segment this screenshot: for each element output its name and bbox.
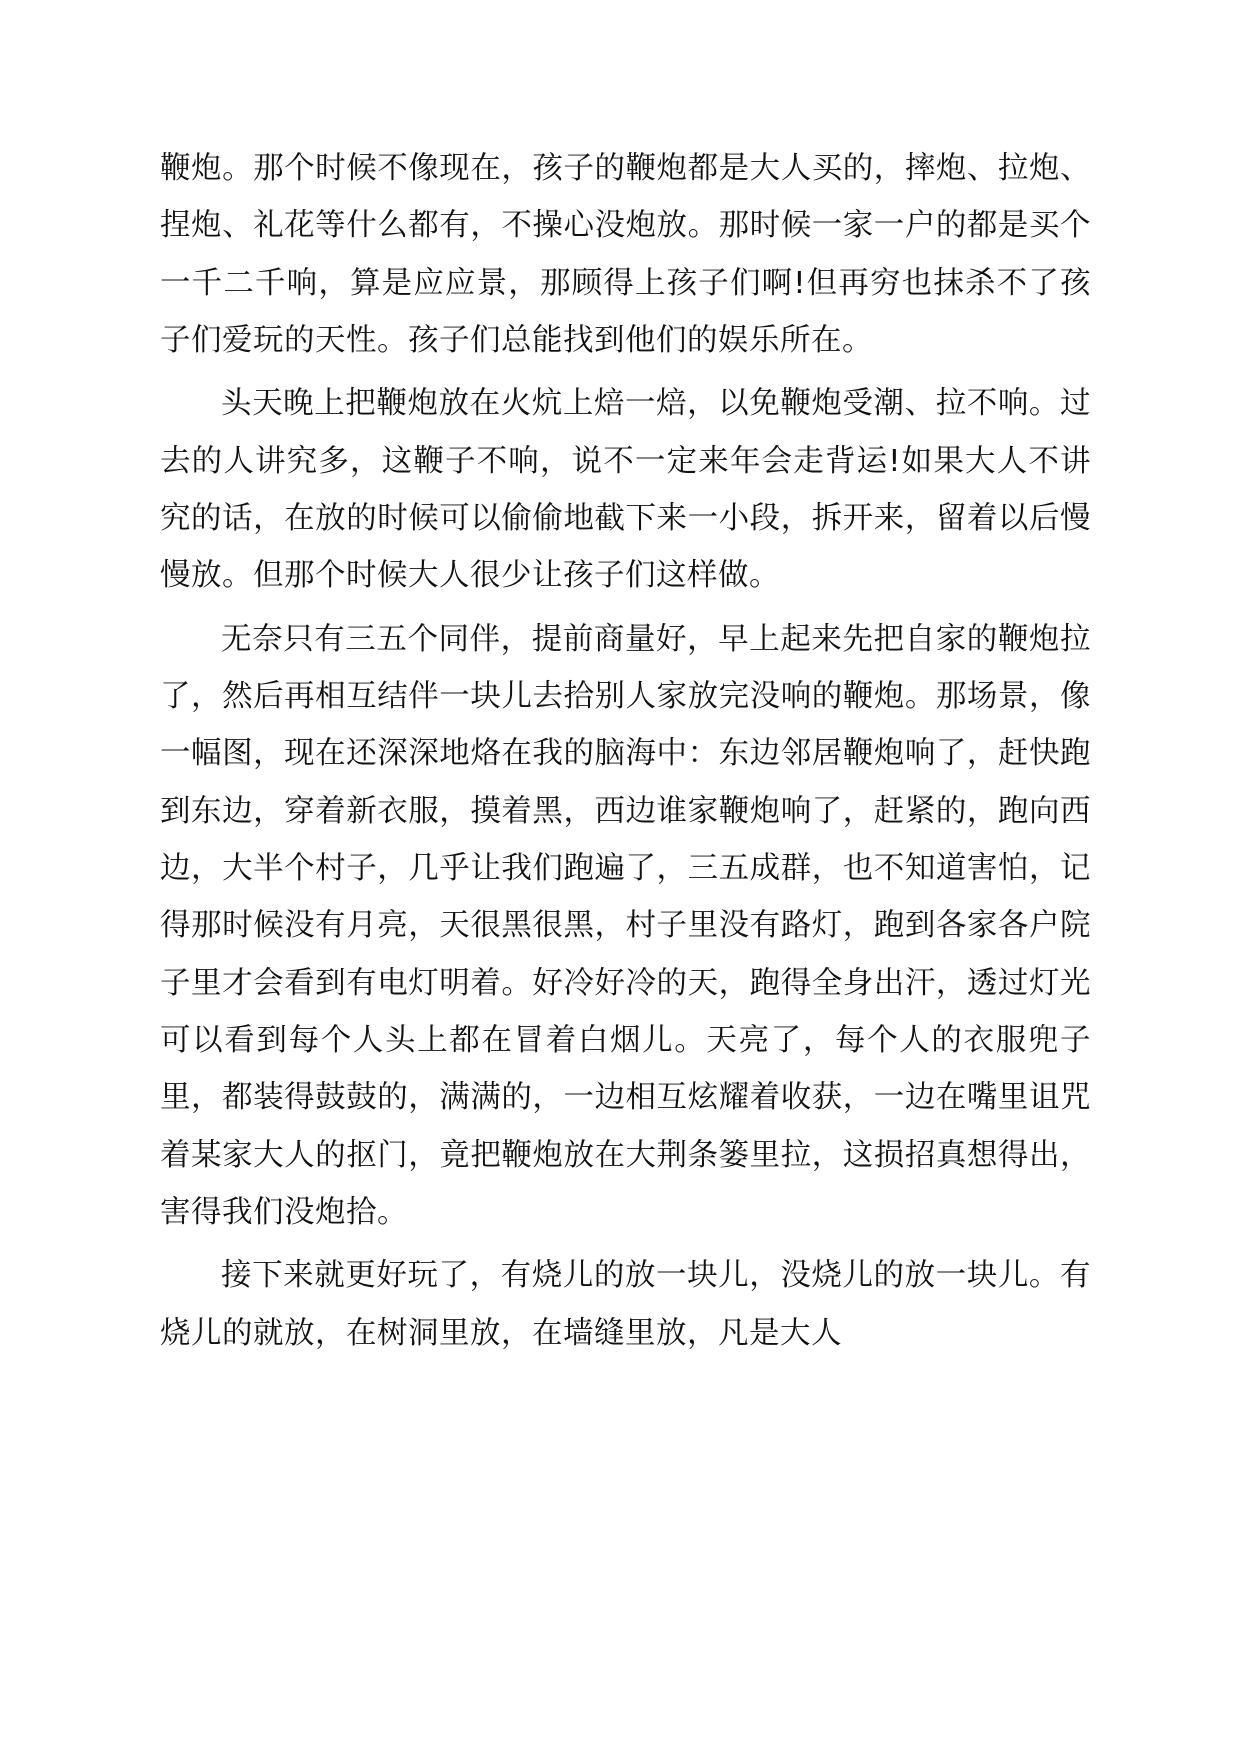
paragraph: 无奈只有三五个同伴，提前商量好，早上起来先把自家的鞭炮拉了，然后再相互结伴一块儿去拾别人家放完没响的鞭炮。那场景，像一幅图，现在还深深地烙在我的脑海中：东边邻居鞭炮响了，赶快跑到东边，穿着新衣服，摸着黑，西边谁家鞭炮响了，赶紧的，跑向西边，大半个村子，几乎让我们跑遍了，三五成群，也不知道害怕，记得那时候没有月亮，天很黑很黑，村子里没有路灯，跑到各家各户院子里才会看到有电灯明着。好冷好冷的天，跑得全身出汗，透过灯光可以看到每个人头上都在冒着白烟儿。天亮了，每个人的衣服兜子里，都装得鼓鼓的，满满的，一边相互炫耀着收获，一边在嘴里诅咒着某家大人的抠门，竟把鞭炮放在大荆条篓里拉，这损招真想得出，害得我们没炮拾。 xyxy=(160,621,1091,1230)
paragraph: 鞭炮。那个时候不像现在，孩子的鞭炮都是大人买的，摔炮、拉炮、捏炮、礼花等什么都有，不操心没炮放。那时候一家一户的都是买个一千二千响，算是应应景，那顾得上孩子们啊!但再穷也抹杀不了孩子们爱玩的天性。孩子们总能找到他们的娱乐所在。 xyxy=(160,151,1091,358)
paragraph: 头天晚上把鞭炮放在火炕上焙一焙，以免鞭炮受潮、拉不响。过去的人讲究多，这鞭子不响，说不一定来年会走背运!如果大人不讲究的话，在放的时候可以偷偷地截下来一小段，拆开来，留着以后慢慢放。但那个时候大人很少让孩子们这样做。 xyxy=(160,386,1091,594)
paragraph: 接下来就更好玩了，有烧儿的放一块儿，没烧儿的放一块儿。有烧儿的就放，在树洞里放，在墙缝里放，凡是大人 xyxy=(160,1258,1091,1351)
document-text-body xyxy=(160,140,1091,1362)
